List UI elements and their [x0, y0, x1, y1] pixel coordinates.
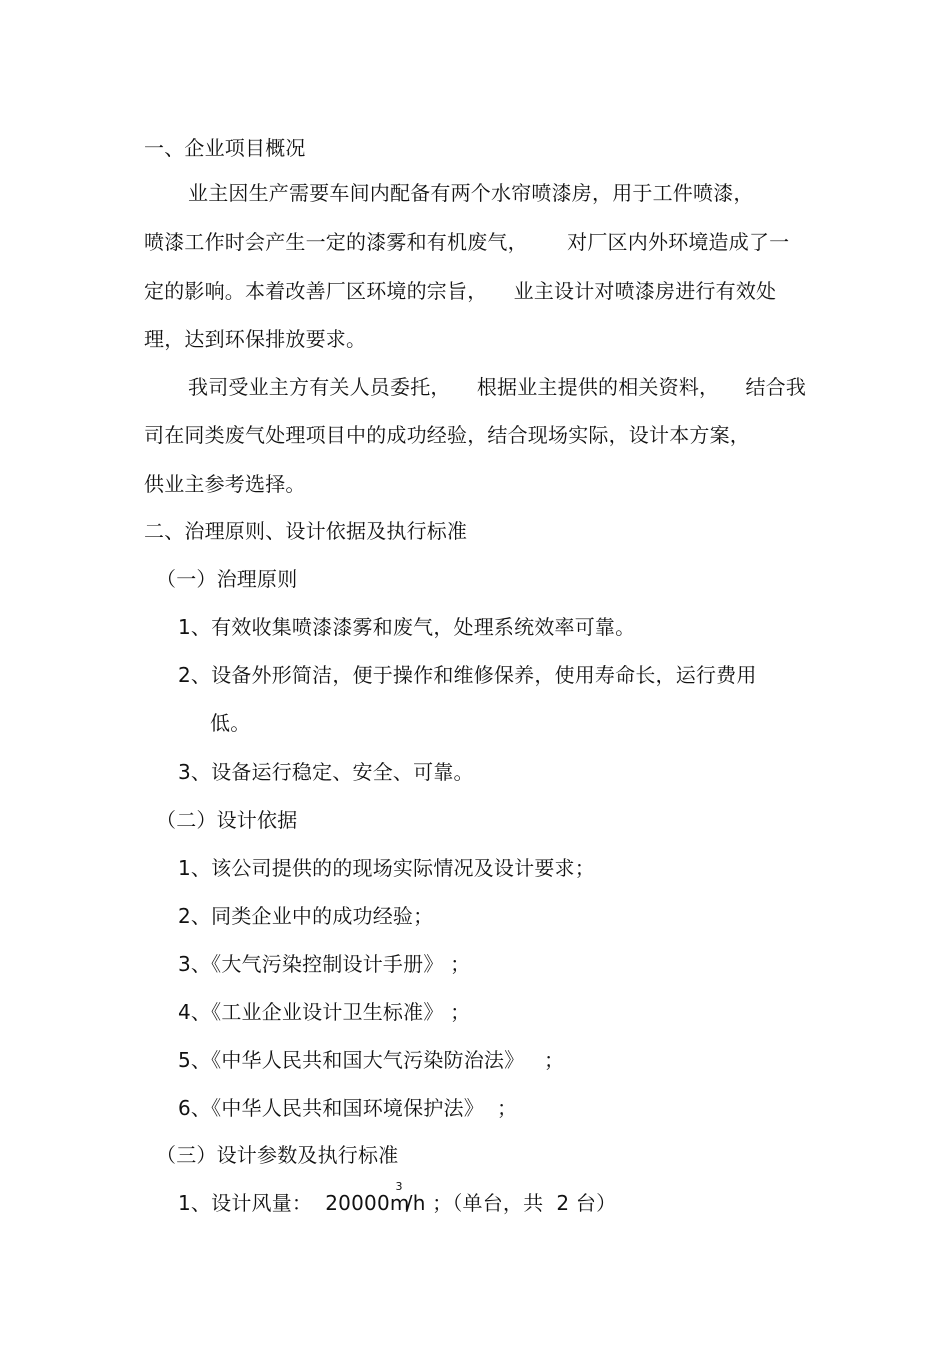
paragraph-line: 业主因生产需要车间内配备有两个水帘喷漆房，用于工件喷漆，	[188, 181, 754, 205]
subsection-heading: （三）设计参数及执行标准	[156, 1143, 399, 1167]
section-heading: 二、治理原则、设计依据及执行标准	[144, 519, 468, 543]
list-item: 2、设备外形简洁，便于操作和维修保养，使用寿命长，运行费用	[178, 663, 757, 687]
subsection-heading: （一）治理原则	[156, 567, 298, 591]
paragraph-line: 供业主参考选择。	[144, 472, 306, 496]
list-item-continuation: 低。	[210, 711, 251, 735]
param-prefix: 1、设计风量： 20000m	[178, 1191, 410, 1215]
list-item: 6、《中华人民共和国环境保护法》 ；	[178, 1096, 518, 1120]
list-item: 5、《中华人民共和国大气污染防治法》 ；	[178, 1048, 565, 1072]
paragraph-line: 我司受业主方有关人员委托， 根据业主提供的相关资料， 结合我	[188, 375, 807, 399]
paragraph-line: 喷漆工作时会产生一定的漆雾和有机废气， 对厂区内外环境造成了一	[144, 230, 790, 254]
list-item	[178, 1180, 617, 1215]
list-item: 3、《大气污染控制设计手册》 ；	[178, 952, 471, 976]
subsection-heading: （二）设计依据	[156, 808, 298, 832]
list-item: 1、有效收集喷漆漆雾和废气，处理系统效率可靠。	[178, 615, 636, 639]
paragraph-line: 定的影响。本着改善厂区环境的宗旨， 业主设计对喷漆房进行有效处	[144, 279, 777, 303]
paragraph-line: 理，达到环保排放要求。	[144, 327, 367, 351]
list-item: 1、该公司提供的的现场实际情况及设计要求；	[178, 856, 595, 880]
section-heading: 一、企业项目概况	[144, 136, 306, 160]
paragraph-line: 司在同类废气处理项目中的成功经验，结合现场实际，设计本方案，	[144, 423, 750, 447]
list-item: 2、同类企业中的成功经验；	[178, 904, 434, 928]
list-item: 4、《工业企业设计卫生标准》 ；	[178, 1000, 471, 1024]
superscript: 3	[395, 1180, 403, 1194]
param-suffix: /h ；（单台，共 2 台）	[405, 1191, 617, 1215]
list-item: 3、设备运行稳定、安全、可靠。	[178, 760, 474, 784]
